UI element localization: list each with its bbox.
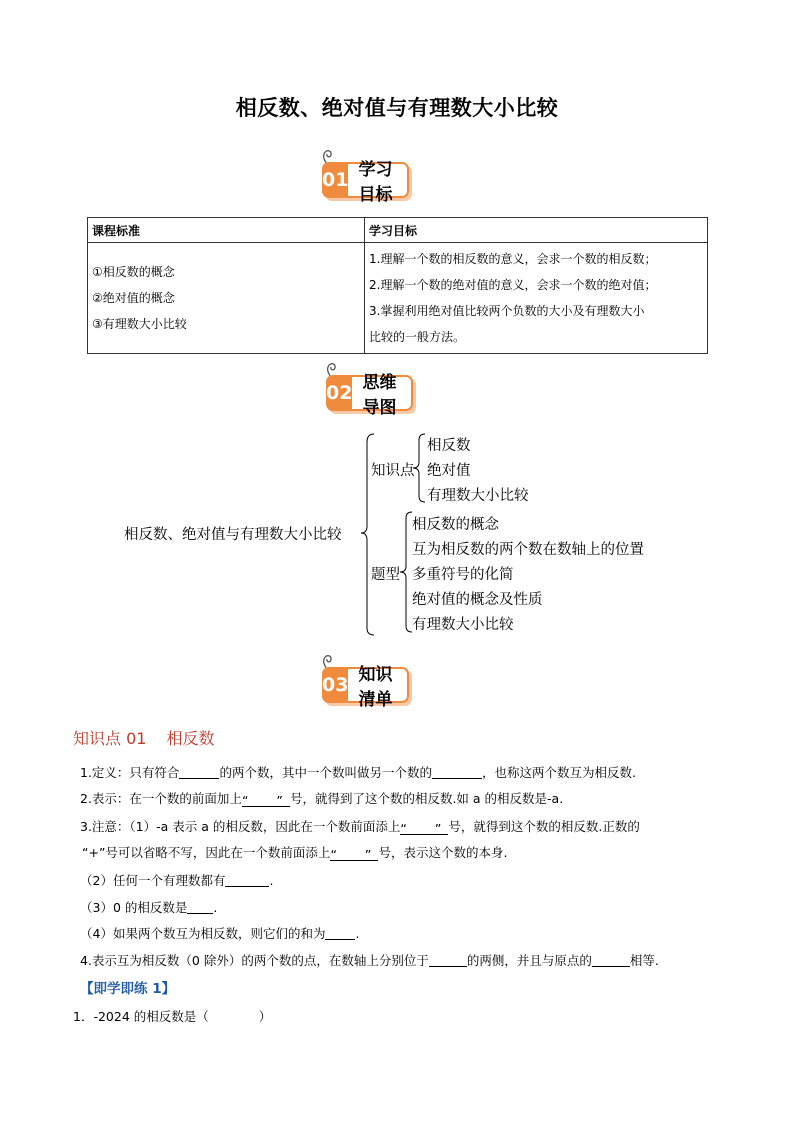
section-number: 03 [322,667,348,703]
fill-blank[interactable] [187,900,213,914]
fill-blank[interactable]: “ ” [242,793,290,807]
objective-item: 2.理解一个数的绝对值的意义，会求一个数的绝对值； [369,278,657,292]
notation-line: 2.表示：在一个数的前面加上“ ” 号，就得到了这个数的相反数.如 a 的相反数是-a. [80,791,564,808]
mindmap-leaf: 有理数大小比较 [412,617,514,633]
fill-blank[interactable] [179,765,219,779]
mindmap-leaf: 绝对值的概念及性质 [412,592,543,608]
table-row [88,243,708,354]
fill-blank[interactable] [429,953,467,967]
knowledge-point-heading [73,726,214,749]
col-header-objectives: 学习目标 [365,218,708,243]
mindmap-leaf: 相反数 [427,438,471,454]
fill-blank[interactable] [432,765,482,779]
note-3-line: （3）0 的相反数是 . [80,900,218,915]
standards-cell [88,243,365,354]
standard-item: ②绝对值的概念 [92,291,175,305]
mindmap-leaf: 互为相反数的两个数在数轴上的位置 [412,542,644,558]
note-line: 3.注意：（1）-a 表示 a 的相反数，因此在一个数前面添上“ ” 号，就得到这个数的相反数.正数的 [80,819,640,836]
question-1: 1．-2024 的相反数是（ ） [73,1009,272,1024]
mindmap-leaf: 有理数大小比较 [427,488,529,504]
fill-blank[interactable] [592,953,630,967]
section-number: 02 [326,375,352,411]
mindmap-branch-types: 题型 [371,567,400,583]
objectives-cell [365,243,708,354]
section-label: 知识清单 [348,667,409,703]
fill-blank[interactable]: “ ” [400,821,448,835]
standards-table [87,217,708,354]
definition-line: 1.定义：只有符合 的两个数，其中一个数叫做另一个数的 ，也称这两个数互为相反数. [80,765,636,780]
knowledge-point-title: 相反数 [166,729,215,748]
fill-blank[interactable]: “ ” [330,847,378,861]
mindmap-leaf: 相反数的概念 [412,517,499,533]
section-number: 01 [322,162,348,198]
mindmap-branch-knowledge: 知识点 [371,463,415,479]
mindmap-root: 相反数、绝对值与有理数大小比较 [124,527,342,543]
objective-item: 3.掌握利用绝对值比较两个负数的大小及有理数大小 [369,304,645,318]
page-title: 相反数、绝对值与有理数大小比较 [235,96,559,120]
table-header-row [88,218,708,243]
knowledge-point-number: 知识点 01 [73,729,147,748]
position-line: 4.表示互为相反数（0 除外）的两个数的点，在数轴上分别位于 的两侧，并且与原点的 相等. [80,953,659,968]
fill-blank[interactable] [325,926,355,940]
section-label: 学习目标 [348,162,409,198]
section-label: 思维导图 [352,375,413,411]
note-line-cont: “+”号可以省略不写，因此在一个数前面添上“ ” 号，表示这个数的本身. [82,845,508,862]
objective-item: 比较的一般方法。 [369,330,466,344]
note-4-line: （4）如果两个数互为相反数，则它们的和为 . [80,926,360,941]
note-2-line: （2）任何一个有理数都有 . [80,873,274,888]
standard-item: ③有理数大小比较 [92,317,187,331]
mindmap-leaf: 绝对值 [427,463,471,479]
practice-label: 【即学即练 1】 [80,981,176,997]
col-header-standards: 课程标准 [88,218,365,243]
mindmap-leaf: 多重符号的化简 [412,567,514,583]
standard-item: ①相反数的概念 [92,265,175,279]
fill-blank[interactable] [225,873,269,887]
objective-item: 1.理解一个数的相反数的意义，会求一个数的相反数； [369,252,657,266]
